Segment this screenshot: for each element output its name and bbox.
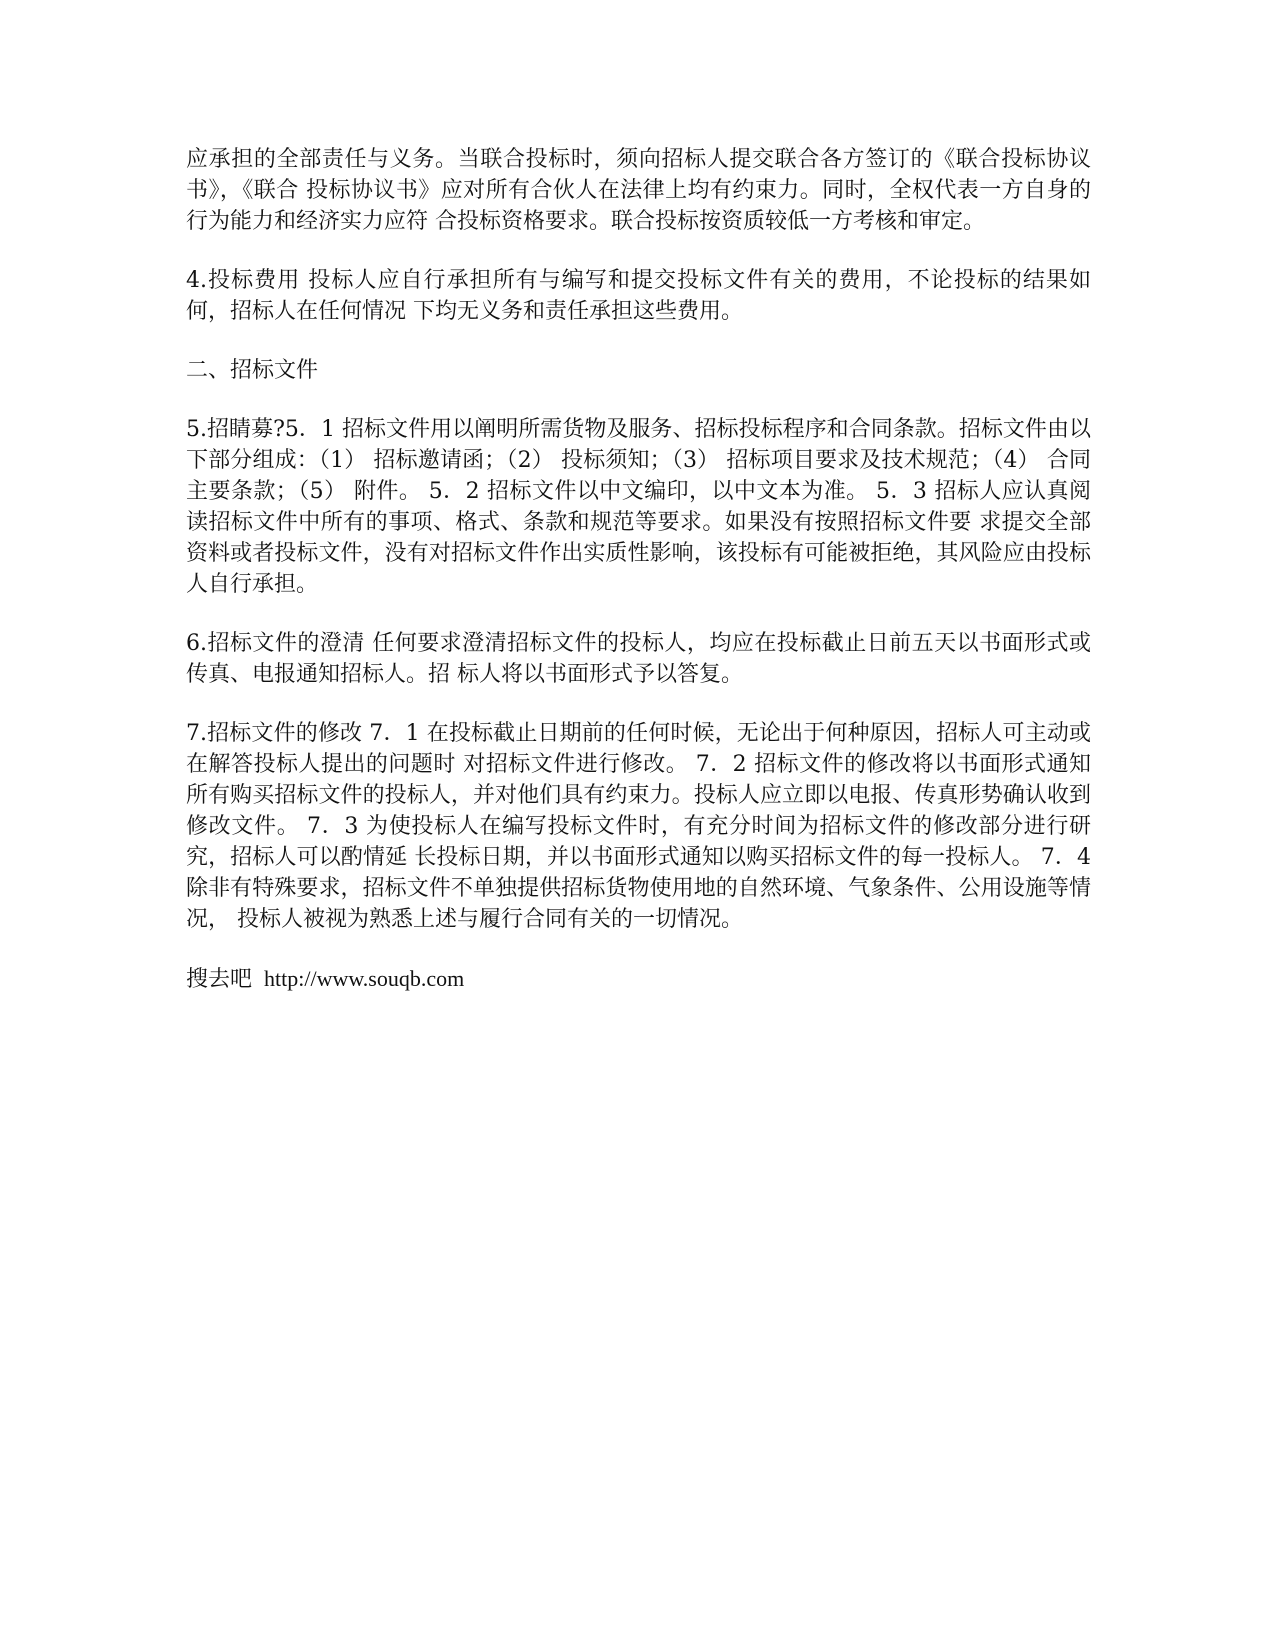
- document-body: [186, 144, 1091, 995]
- paragraph-bidding-documents: 5.招睛募?5．1 招标文件用以阐明所需货物及服务、招标投标程序和合同条款。招标文件由以下部分组成：（1） 招标邀请函；（2） 投标须知；（3） 招标项目要求及技术规范；（4） 合同主要条款；（5） 附件。 5．2 招标文件以中文编印，以中文本为准。 5．3 招标人应认真阅读招标文件中所有的事项、格式、条款和规范等要求。如果没有按照招标文件要 求提交全部资料或者投标文件，没有对招标文件作出实质性影响，该投标有可能被拒绝，其风险应由投标 人自行承担。: [186, 417, 1091, 597]
- paragraph-clarification: 6.招标文件的澄清 任何要求澄清招标文件的投标人，均应在投标截止日前五天以书面形式或传真、电报通知招标人。招 标人将以书面形式予以答复。: [186, 631, 1091, 687]
- paragraph-bidding-costs: 4.投标费用 投标人应自行承担所有与编写和提交投标文件有关的费用，不论投标的结果如何，招标人在任何情况 下均无义务和责任承担这些费用。: [186, 268, 1091, 324]
- footer-site-url[interactable]: http://www.souqb.com: [264, 966, 465, 991]
- footer-source: [186, 963, 1091, 995]
- paragraph-modification: 7.招标文件的修改 7．1 在投标截止日期前的任何时候，无论出于何种原因，招标人可主动或在解答投标人提出的问题时 对招标文件进行修改。 7．2 招标文件的修改将以书面形式通知所有购买招标文件的投标人，并对他们具有约束力。投标人应立即以电报、传真形势确认收到修改文件。 7．3 为使投标人在编写投标文件时，有充分时间为招标文件的修改部分进行研究，招标人可以酌情延 长投标日期，并以书面形式通知以购买招标文件的每一投标人。 7．4 除非有特殊要求，招标文件不单独提供招标货物使用地的自然环境、气象条件、公用设施等情况， 投标人被视为熟悉上述与履行合同有关的一切情况。: [186, 721, 1091, 932]
- paragraph-joint-bidding: 应承担的全部责任与义务。当联合投标时，须向招标人提交联合各方签订的《联合投标协议书》，《联合 投标协议书》应对所有合伙人在法律上均有约束力。同时，全权代表一方自身的行为能力和经济实力应符 合投标资格要求。联合投标按资质较低一方考核和审定。: [186, 147, 1091, 234]
- section-heading-bidding-documents: 二、招标文件: [186, 358, 319, 383]
- footer-site-name: 搜去吧: [186, 967, 253, 992]
